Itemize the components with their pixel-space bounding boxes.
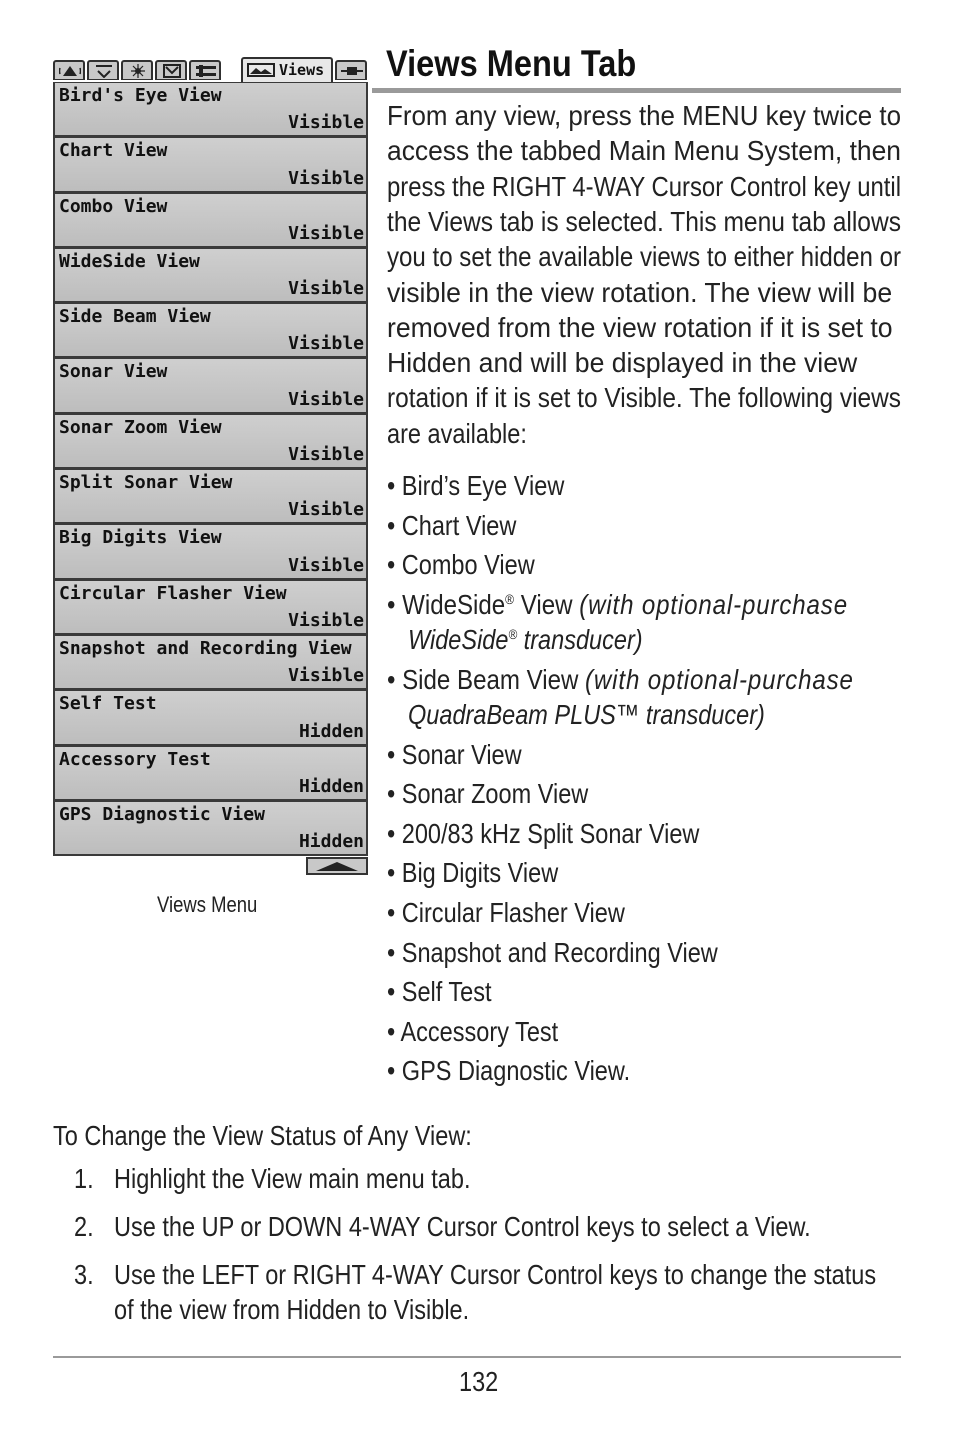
menu-row-status[interactable]: Visible: [288, 167, 364, 189]
step-text: Use the LEFT or RIGHT 4-WAY Cursor Control keys to change the status: [114, 1259, 877, 1290]
alarms-icon: [59, 64, 81, 78]
menu-row[interactable]: [53, 137, 368, 192]
step-text: Use the UP or DOWN 4-WAY Cursor Control keys to select a View.: [114, 1211, 811, 1242]
views-icon: [247, 63, 275, 77]
paragraph-line: you to set the available views to either hidden or: [387, 241, 901, 273]
menu-row-name: GPS Diagnostic View: [59, 803, 265, 825]
menu-row[interactable]: [53, 414, 368, 469]
step-number: 1.: [74, 1163, 94, 1194]
menu-row-name: Sonar View: [59, 361, 168, 383]
paragraph-line: access the tabbed Main Menu System, then: [387, 135, 901, 167]
tab-accessories[interactable]: [335, 60, 367, 80]
paragraph-line: visible in the view rotation. The view will be: [387, 276, 893, 308]
menu-row-name: Snapshot and Recording View: [59, 637, 352, 659]
list-item: • Chart View: [387, 510, 517, 541]
menu-row-name: Chart View: [59, 140, 168, 162]
menu-row[interactable]: [53, 303, 368, 358]
menu-row-status[interactable]: Visible: [288, 278, 364, 300]
tab-alarms[interactable]: [53, 60, 85, 80]
menu-row[interactable]: [53, 193, 368, 248]
tab-views-label: Views: [279, 61, 325, 79]
menu-row-name: Circular Flasher View: [59, 582, 287, 604]
menu-row[interactable]: [53, 746, 368, 801]
list-item: • Circular Flasher View: [387, 897, 625, 928]
step-number: 3.: [74, 1259, 94, 1290]
menu-row-status[interactable]: Visible: [288, 333, 364, 355]
paragraph-line: removed from the view rotation if it is set to: [387, 311, 893, 343]
menu-tab-bar: [53, 57, 368, 83]
navigation-icon: [161, 64, 183, 78]
tab-navigation[interactable]: [155, 60, 187, 80]
menu-row-name: Combo View: [59, 195, 168, 217]
figure-caption: Views Menu: [157, 892, 258, 917]
page-number: 132: [459, 1366, 499, 1397]
menu-row-status[interactable]: Hidden: [298, 775, 364, 797]
setup-icon: [127, 64, 149, 78]
menu-row[interactable]: [53, 690, 368, 745]
list-item: • WideSide® View (with optional-purchase: [387, 589, 848, 620]
arrow-up-icon: [308, 859, 366, 873]
sonar-icon: [93, 64, 115, 78]
list-item: • Snapshot and Recording View: [387, 937, 718, 968]
tab-sonar[interactable]: [87, 60, 119, 80]
menu-row-status[interactable]: Visible: [288, 388, 364, 410]
list-item: • Accessory Test: [387, 1016, 559, 1047]
paragraph-line: rotation if it is set to Visible. The following views: [387, 382, 901, 414]
tab-chart[interactable]: [189, 60, 221, 80]
list-item: • GPS Diagnostic View.: [387, 1055, 631, 1086]
list-item: • Sonar View: [387, 739, 522, 770]
menu-row-name: Self Test: [59, 693, 157, 715]
menu-row-name: Sonar Zoom View: [59, 416, 222, 438]
menu-row-status[interactable]: Hidden: [298, 720, 364, 742]
menu-row-name: Accessory Test: [59, 748, 211, 770]
paragraph-line: From any view, press the MENU key twice to: [387, 100, 901, 131]
menu-row-name: Split Sonar View: [59, 472, 233, 494]
menu-row[interactable]: [53, 358, 368, 413]
list-item: • 200/83 kHz Split Sonar View: [387, 818, 700, 849]
paragraph-line: press the RIGHT 4-WAY Cursor Control key until: [387, 170, 901, 202]
menu-row-status[interactable]: Visible: [288, 554, 364, 576]
views-menu-screenshot: [53, 57, 368, 877]
accessories-icon: [341, 64, 363, 78]
list-item: • Self Test: [387, 976, 492, 1007]
menu-row[interactable]: [53, 801, 368, 856]
menu-row[interactable]: [53, 635, 368, 690]
list-item: • Sonar Zoom View: [387, 778, 589, 809]
menu-row-status[interactable]: Visible: [288, 112, 364, 134]
menu-row[interactable]: [53, 82, 368, 137]
title-rule: [372, 88, 901, 93]
step-text-continuation: of the view from Hidden to Visible.: [114, 1294, 470, 1325]
menu-row[interactable]: [53, 469, 368, 524]
paragraph-line: Hidden and will be displayed in the view: [387, 347, 858, 379]
menu-row-name: WideSide View: [59, 250, 200, 272]
list-item: • Combo View: [387, 549, 535, 580]
menu-row[interactable]: [53, 580, 368, 635]
menu-row[interactable]: [53, 524, 368, 579]
page-title: Views Menu Tab: [386, 43, 637, 84]
paragraph-line: are available:: [387, 417, 527, 449]
scroll-down-arrow[interactable]: [306, 857, 368, 875]
chart-icon: [195, 64, 217, 78]
menu-row-status[interactable]: Visible: [288, 609, 364, 631]
list-item: • Side Beam View (with optional-purchase: [387, 664, 854, 695]
menu-row-name: Bird's Eye View: [59, 85, 222, 106]
menu-row-name: Side Beam View: [59, 306, 211, 328]
menu-row-status[interactable]: Visible: [288, 665, 364, 687]
views-menu-list: [53, 82, 368, 856]
menu-row-name: Big Digits View: [59, 527, 222, 549]
menu-row-status[interactable]: Visible: [288, 444, 364, 466]
step-number: 2.: [74, 1211, 94, 1242]
step-text: Highlight the View main menu tab.: [114, 1163, 471, 1194]
footer-rule: [53, 1356, 901, 1358]
list-item: • Big Digits View: [387, 857, 559, 888]
procedure-heading: To Change the View Status of Any View:: [53, 1120, 472, 1151]
menu-row[interactable]: [53, 248, 368, 303]
list-item-continuation: QuadraBeam PLUS™ transducer): [408, 699, 765, 730]
menu-row-status[interactable]: Visible: [288, 222, 364, 244]
list-item: • Bird’s Eye View: [387, 470, 565, 501]
list-item-continuation: WideSide® transducer): [408, 624, 643, 655]
tab-views[interactable]: [241, 57, 333, 83]
tab-setup[interactable]: [121, 60, 153, 80]
paragraph-line: the Views tab is selected. This menu tab allows: [387, 205, 901, 237]
menu-row-status[interactable]: Hidden: [298, 831, 364, 853]
menu-row-status[interactable]: Visible: [288, 499, 364, 521]
